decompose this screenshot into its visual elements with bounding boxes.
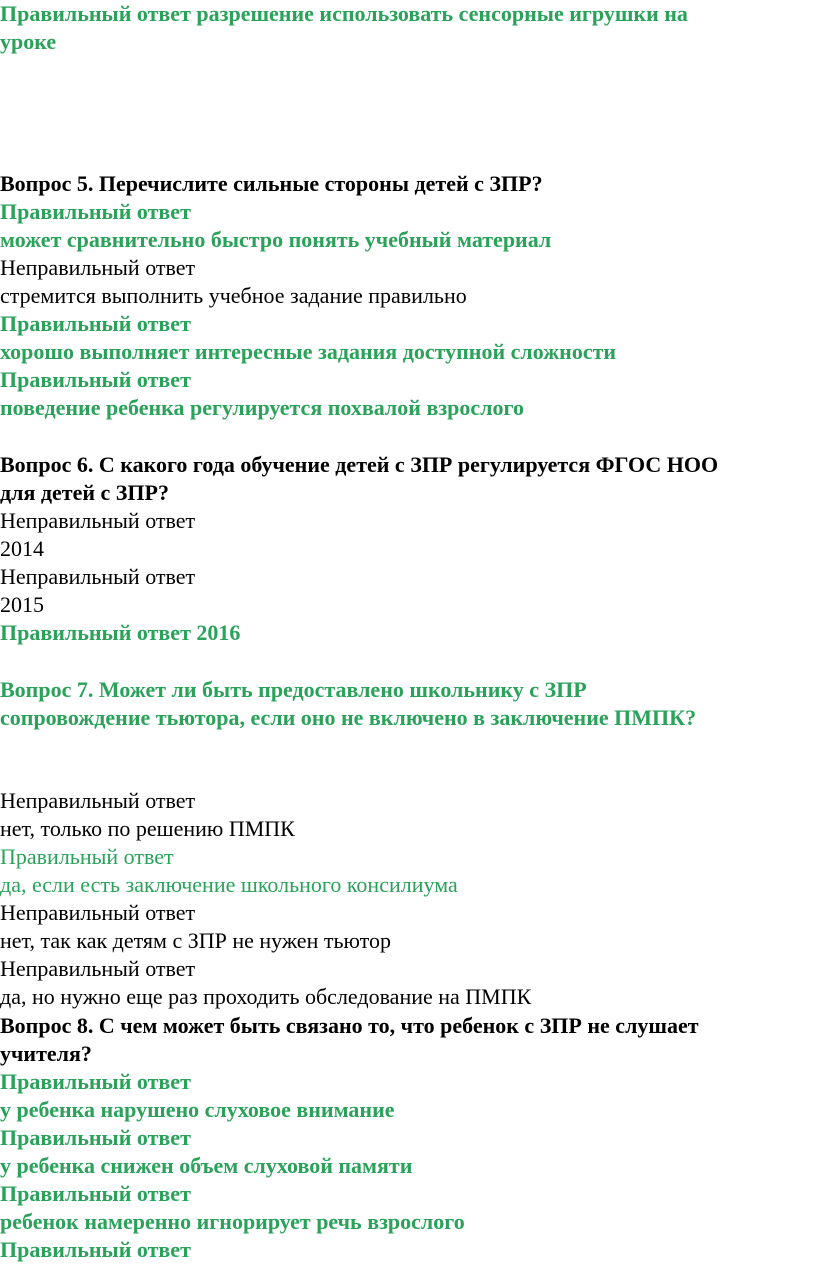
q6-answer-1-text: 2014 bbox=[0, 536, 44, 561]
q5-answer-2-status: Неправильный ответ bbox=[0, 255, 196, 280]
question-8-title-line-2: учителя? bbox=[0, 1041, 92, 1066]
q5-answer-1-text: может сравнительно быстро понять учебный материал bbox=[0, 227, 552, 252]
q8-answer-2-status: Правильный ответ bbox=[0, 1125, 191, 1150]
q5-answer-3-text: хорошо выполняет интересные задания доступной сложности bbox=[0, 339, 617, 364]
intro-line-2: уроке bbox=[0, 29, 57, 54]
q7-answer-3-status: Неправильный ответ bbox=[0, 900, 196, 925]
question-7-title-line-1: Вопрос 7. Может ли быть предоставлено школьнику с ЗПР bbox=[0, 677, 587, 702]
q7-answer-2-text: да, если есть заключение школьного консилиума bbox=[0, 872, 458, 897]
intro-line-1: Правильный ответ разрешение использовать сенсорные игрушки на bbox=[0, 1, 688, 26]
q6-answer-1-status: Неправильный ответ bbox=[0, 508, 196, 533]
q8-answer-2-text: у ребенка снижен объем слуховой памяти bbox=[0, 1153, 413, 1178]
question-5-title: Вопрос 5. Перечислите сильные стороны детей с ЗПР? bbox=[0, 171, 543, 196]
q6-correct-answer: Правильный ответ 2016 bbox=[0, 620, 241, 645]
question-8-title-line-1: Вопрос 8. С чем может быть связано то, что ребенок с ЗПР не слушает bbox=[0, 1013, 699, 1038]
q5-answer-2-text: стремится выполнить учебное задание правильно bbox=[0, 283, 467, 308]
q8-answer-1-status: Правильный ответ bbox=[0, 1069, 191, 1094]
q7-answer-2-status: Правильный ответ bbox=[0, 844, 174, 869]
q7-answer-1-text: нет, только по решению ПМПК bbox=[0, 816, 295, 841]
q5-answer-4-text: поведение ребенка регулируется похвалой взрослого bbox=[0, 395, 524, 420]
q7-answer-4-text: да, но нужно еще раз проходить обследование на ПМПК bbox=[0, 984, 532, 1009]
q8-answer-3-status: Правильный ответ bbox=[0, 1181, 191, 1206]
q7-answer-3-text: нет, так как детям с ЗПР не нужен тьютор bbox=[0, 928, 391, 953]
q5-answer-3-status: Правильный ответ bbox=[0, 311, 191, 336]
question-6-title-line-2: для детей с ЗПР? bbox=[0, 480, 169, 505]
q7-answer-1-status: Неправильный ответ bbox=[0, 788, 196, 813]
q6-answer-2-status: Неправильный ответ bbox=[0, 564, 196, 589]
q5-answer-4-status: Правильный ответ bbox=[0, 367, 191, 392]
q8-answer-3-text: ребенок намеренно игнорирует речь взрослого bbox=[0, 1209, 465, 1234]
q8-trailing-status: Правильный ответ bbox=[0, 1237, 191, 1262]
q8-answer-1-text: у ребенка нарушено слуховое внимание bbox=[0, 1097, 395, 1122]
question-6-title-line-1: Вопрос 6. С какого года обучение детей с ЗПР регулируется ФГОС НОО bbox=[0, 452, 719, 477]
q7-answer-4-status: Неправильный ответ bbox=[0, 956, 196, 981]
q6-answer-2-text: 2015 bbox=[0, 592, 44, 617]
question-7-title-line-2: сопровождение тьютора, если оно не включено в заключение ПМПК? bbox=[0, 705, 697, 730]
q5-answer-1-status: Правильный ответ bbox=[0, 199, 191, 224]
